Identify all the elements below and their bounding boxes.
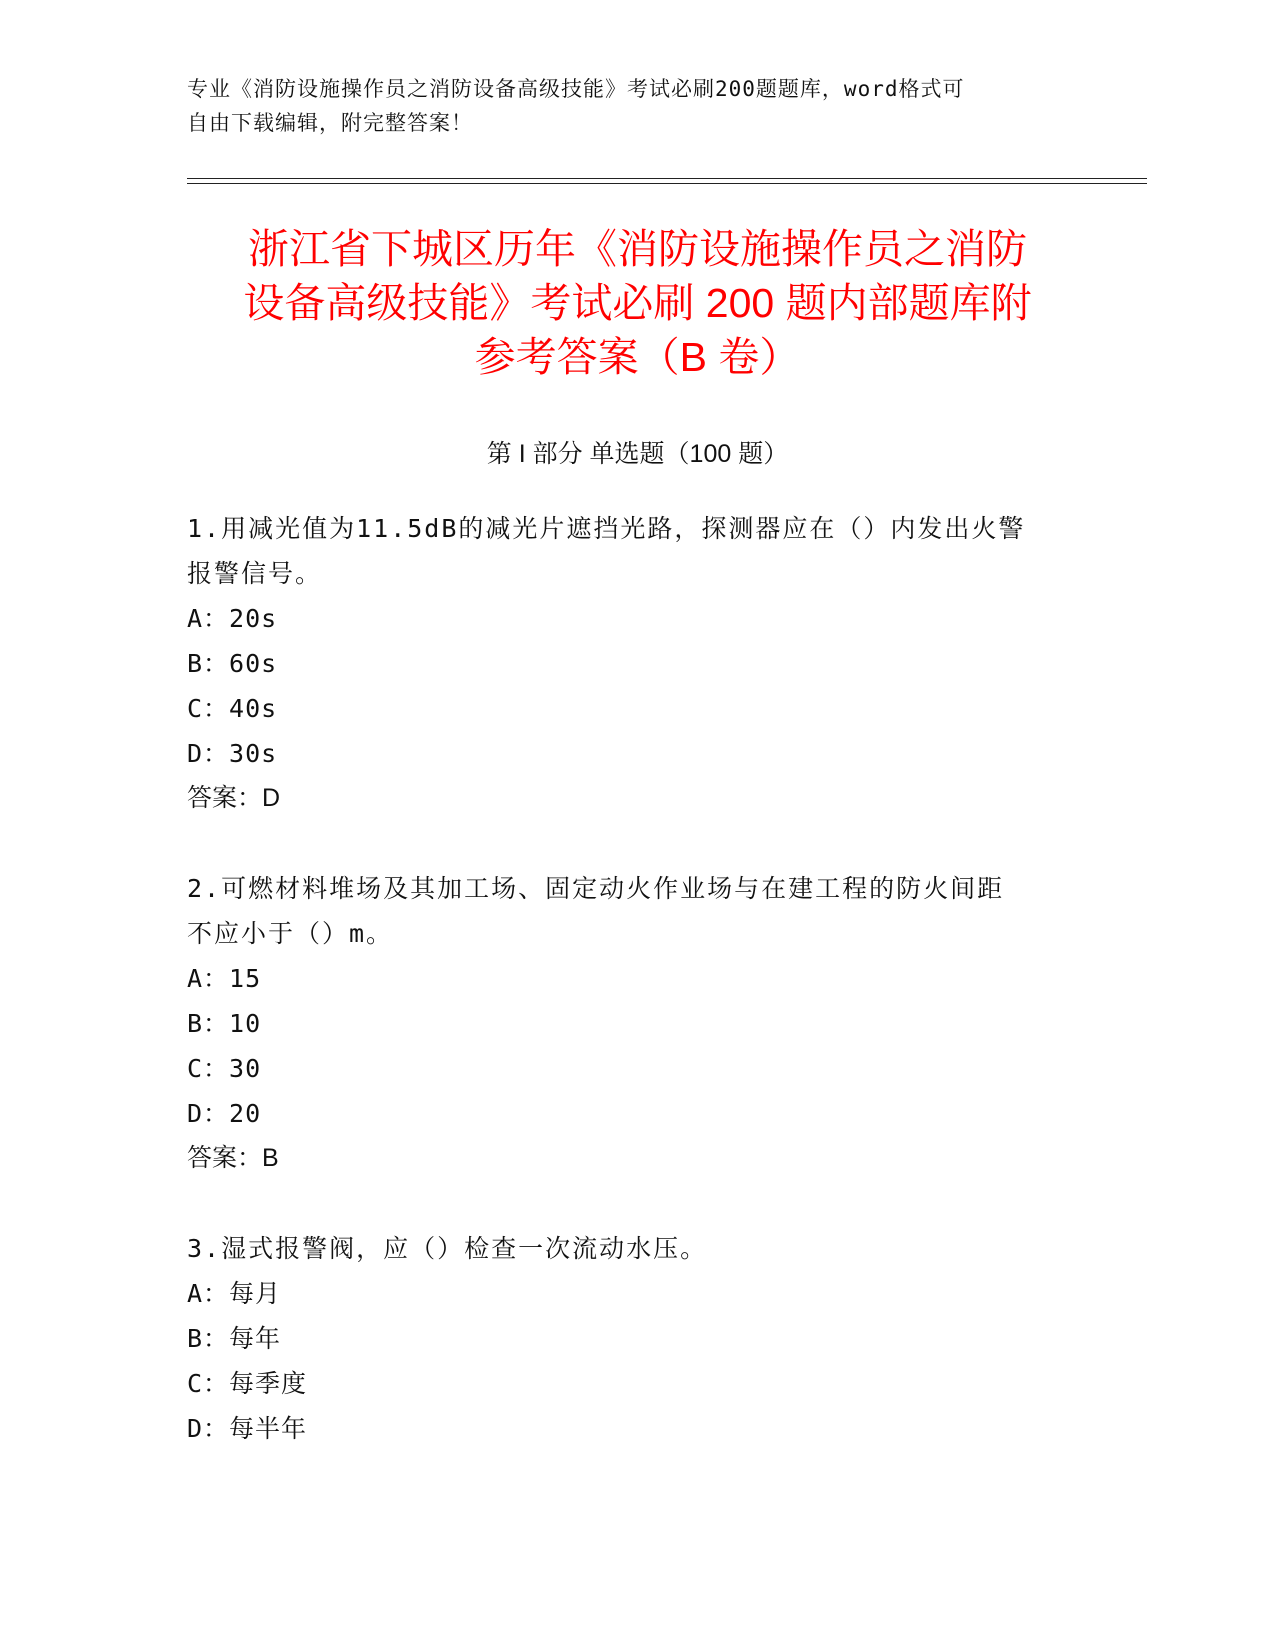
title-line-1: 浙江省下城区历年《消防设施操作员之消防 [248,226,1027,272]
answer: 答案：B [187,1144,279,1172]
option-c: C：每季度 [187,1369,308,1398]
header-rule-top [187,178,1147,179]
question-stem: 2.可燃材料堆场及其加工场、固定动火作业场与在建工程的防火间距 [187,874,1005,903]
header-note [187,72,1067,140]
question-stem: 1.用减光值为11.5dB的减光片遮挡光路，探测器应在（）内发出火警 [187,514,1026,543]
question-2 [187,866,1087,1181]
option-b: B：10 [187,1009,262,1038]
question-1 [187,506,1087,821]
title-line-2: 设备高级技能》考试必刷 200 题内部题库附 [243,280,1032,326]
answer: 答案：D [187,784,281,812]
option-c: C：30 [187,1054,262,1083]
option-b: B：60s [187,649,278,678]
option-a: A：20s [187,604,278,633]
option-d: D：30s [187,739,278,768]
option-d: D：20 [187,1099,262,1128]
header-note-line-1: 专业《消防设施操作员之消防设备高级技能》考试必刷200题题库，word格式可 [187,77,965,101]
header-note-line-2: 自由下载编辑，附完整答案！ [187,111,473,135]
title-line-3: 参考答案（B 卷） [474,334,801,380]
option-a: A：每月 [187,1279,282,1308]
header-rule-bottom [187,183,1147,184]
option-b: B：每年 [187,1324,282,1353]
document-title [150,222,1125,384]
question-stem: 不应小于（）m。 [187,919,394,948]
question-stem: 报警信号。 [187,559,323,588]
question-stem: 3.湿式报警阀，应（）检查一次流动水压。 [187,1234,708,1263]
option-c: C：40s [187,694,278,723]
option-a: A：15 [187,964,262,993]
section-title: 第 I 部分 单选题（100 题） [486,440,789,468]
option-d: D：每半年 [187,1414,308,1443]
question-3 [187,1226,1087,1451]
